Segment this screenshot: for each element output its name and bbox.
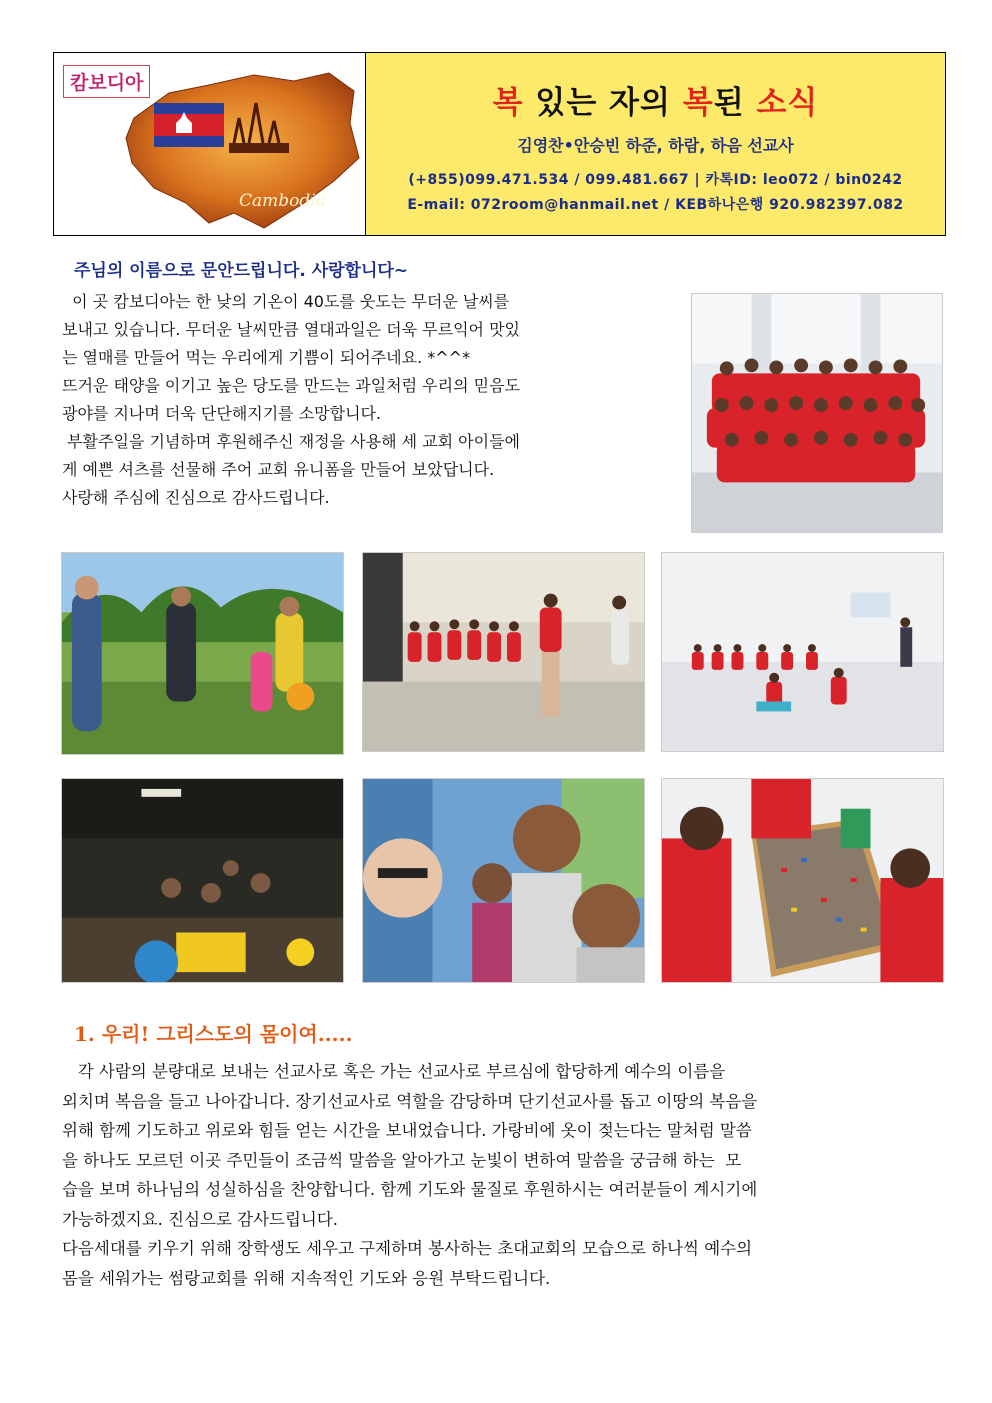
contact-email-bank: E-mail: 072room@hanmail.net / KEB하나은행 920.982397.082	[407, 197, 904, 213]
title-word-3: 복	[682, 85, 714, 121]
village-visit-photo	[61, 552, 344, 755]
worship-hall-photo	[661, 552, 944, 752]
newsletter-header	[53, 52, 946, 236]
title-word-4: 된	[713, 85, 757, 121]
section-1-line: 다음세대를 키우기 위해 장학생도 세우고 구제하며 봉사하는 초대교회의 모습으로 하나씩 예수의	[62, 1239, 753, 1258]
newsletter-title	[366, 77, 945, 122]
greeting-heading: 주님의 이름으로 문안드립니다. 사랑합니다~	[74, 261, 409, 281]
section-1-line: 몸을 세워가는 썸랑교회를 위해 지속적인 기도와 응원 부탁드립니다.	[62, 1268, 551, 1288]
section-1-title: 1. 우리! 그리스도의 몸이여.....	[74, 1022, 353, 1046]
greeting-line: 뜨거운 태양을 이기고 높은 당도를 만드는 과일처럼 우리의 믿음도	[62, 376, 521, 395]
contact-phone: (+855)099.471.534 / 099.481.667 | 카톡ID: leo072 / bin0242	[408, 172, 903, 188]
church-gathering-photo	[362, 552, 645, 752]
section-1-line: 각 사람의 분량대로 보내는 선교사로 혹은 가는 선교사로 부르심에 합당하게 예수의 이름을	[62, 1062, 726, 1081]
cambodia-map-logo	[54, 53, 366, 235]
greeting-line: 사랑해 주심에 진심으로 감사드립니다.	[62, 488, 330, 507]
lego-play-photo	[661, 778, 944, 983]
night-gathering-photo	[61, 778, 344, 983]
greeting-line: 광야를 지나며 더욱 단단해지기를 소망합니다.	[62, 404, 382, 423]
group-photo	[691, 293, 943, 533]
greeting-line: 부활주일을 기념하며 후원해주신 재정을 사용해 세 교회 아이들에	[62, 432, 521, 451]
section-1-line: 외치며 복음을 들고 나아갑니다. 장기선교사로 역할을 감당하며 단기선교사를 돕고 이땅의 복음을	[62, 1091, 758, 1111]
selfie-photo	[362, 778, 645, 983]
section-1-paragraph	[62, 1057, 944, 1293]
greeting-line: 이 곳 캄보디아는 한 낮의 기온이 40도를 웃도는 무더운 날씨를	[62, 292, 510, 311]
section-1-line: 습을 보며 하나님의 성실하심을 찬양합니다. 함께 기도와 물질로 후원하시는 여러분들이 계시기에	[62, 1180, 758, 1199]
title-word-2: 있는 자의	[523, 85, 683, 121]
header-info-panel	[366, 53, 945, 235]
title-word-5: 소식	[756, 85, 819, 121]
missionary-names: 김영찬•안승빈 하준, 하람, 하음 선교사	[517, 136, 794, 155]
country-tag: 캄보디아	[63, 65, 150, 98]
greeting-paragraph	[62, 288, 674, 512]
greeting-line: 는 열매를 만들어 먹는 우리에게 기쁨이 되어주네요. *^^*	[62, 348, 471, 367]
map-caption: Cambodia	[239, 191, 326, 211]
greeting-line: 게 예쁜 셔츠를 선물해 주어 교회 유니폼을 만들어 보았답니다.	[62, 460, 495, 479]
section-1-line: 가능하겠지요. 진심으로 감사드립니다.	[62, 1209, 339, 1229]
greeting-line: 보내고 있습니다. 무더운 날씨만큼 열대과일은 더욱 무르익어 맛있	[62, 320, 521, 339]
section-1-line: 위해 함께 기도하고 위로와 힘들 얻는 시간을 보내었습니다. 가랑비에 옷이 젖는다는 말처럼 말씀	[62, 1121, 752, 1140]
section-1-line: 을 하나도 모르던 이곳 주민들이 조금씩 말씀을 알아가고 눈빛이 변하여 말씀을 궁금해 하는 모	[62, 1150, 742, 1170]
title-word-1: 복	[492, 85, 524, 121]
